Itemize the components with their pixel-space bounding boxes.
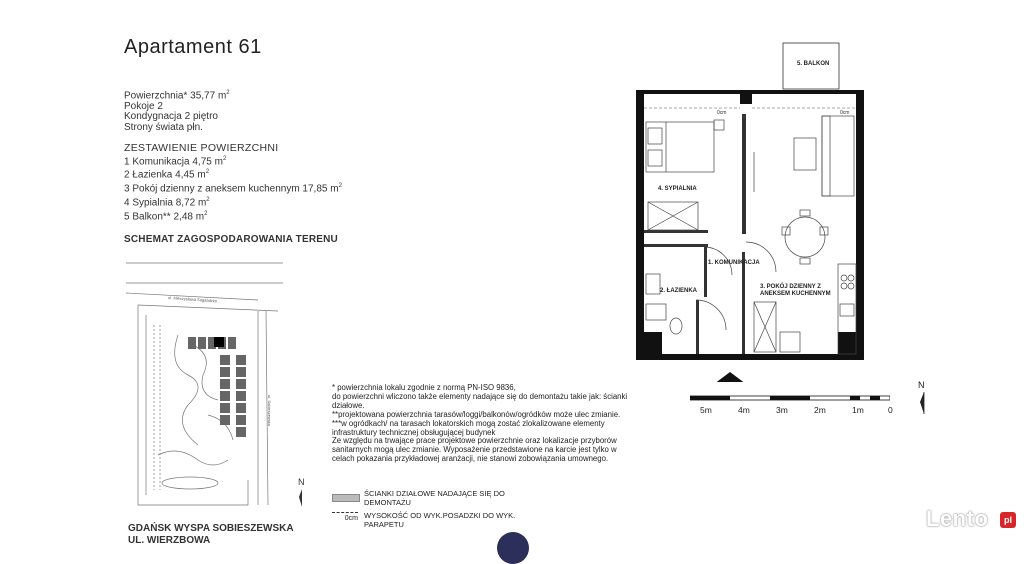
- floor-line: Kondygnacja 2 piętro: [124, 111, 218, 123]
- corridor-label: 1. KOMUNIKACJA: [708, 260, 760, 266]
- summary-item: 2 Łazienka 4,45 $m^2$: [124, 169, 210, 181]
- bathroom-label: 2. ŁAZIENKA: [660, 288, 698, 294]
- floor-plan: [630, 42, 870, 382]
- bedroom-label: 4. SYPIALNIA: [658, 186, 697, 192]
- footnotes: [332, 384, 632, 464]
- area-label: Powierzchnia* 35,77 m: [124, 90, 227, 102]
- site-street-label: UL. WIERZBOWA: [128, 535, 211, 546]
- street-label-1: ul. Mieczysława Sogaadzko: [167, 295, 218, 304]
- north-label: N: [918, 380, 925, 390]
- wall-bottom: [636, 354, 864, 360]
- apartment-title: Apartament 61: [124, 36, 262, 58]
- scale-bar: [690, 392, 890, 406]
- site-north-arrow-icon: [299, 489, 302, 507]
- parapet-legend-label: WYSOKOŚĆ OD WYK.POSADZKI DO WYK. PARAPETU: [364, 511, 516, 529]
- scale-label: 5m: [700, 405, 712, 415]
- note-line: * powierzchnia lokalu zgodnie z normą PN-ISO 9836,: [332, 383, 516, 392]
- rooms-line: Pokoje 2: [124, 100, 163, 112]
- wall-right: [856, 90, 864, 360]
- scale-label: 1m: [852, 405, 864, 415]
- site-location-label: GDAŃSK WYSPA SOBIESZEWSKA: [128, 523, 294, 534]
- site-plan-heading: SCHEMAT ZAGOSPODAROWANIA TERENU: [124, 234, 338, 245]
- living-label-2: ANEKSEM KUCHENNYM: [760, 291, 831, 297]
- scale-label: 0: [888, 405, 893, 415]
- summary-item: 1 Komunikacja 4,75 $m^2$: [124, 155, 227, 167]
- north-arrow-icon: [918, 392, 930, 416]
- entrance-arrow-icon: [714, 372, 746, 382]
- page-indicator-dot: [497, 532, 529, 564]
- living-label-1: 3. POKÓJ DZIENNY Z: [760, 284, 821, 290]
- note-line: **projektowana powierzchnia tarasów/loggi/balkonów/ogródków może ulec zmianie.: [332, 409, 621, 419]
- area-summary: [124, 143, 342, 223]
- walls-legend-swatch: [332, 494, 360, 502]
- scale-label: 2m: [814, 405, 826, 415]
- wall-left: [636, 90, 644, 360]
- scale-label: 3m: [776, 405, 788, 415]
- area-line: [124, 88, 230, 102]
- sill-label-1: 0cm: [717, 110, 727, 116]
- area-unit-sup: 2: [226, 90, 230, 96]
- orientation-line: Strony świata płn.: [124, 121, 203, 133]
- summary-heading: ZESTAWIENIE POWIERZCHNI: [124, 142, 279, 154]
- watermark-logo: Lento: [926, 506, 989, 531]
- sill-label-2: 0cm: [840, 110, 850, 116]
- balcony-label: 5. BALKON: [797, 61, 830, 67]
- scale-label: 4m: [738, 405, 750, 415]
- walls-legend-label: ŚCIANKI DZIAŁOWE NADAJĄCE SIĘ DO DEMONTAŻU: [364, 489, 505, 507]
- site-north-label: N: [298, 477, 305, 487]
- summary-item: 5 Balkon** 2,48 $m^2$: [124, 210, 208, 223]
- site-plan-map: [118, 255, 318, 525]
- note-line: ***w ogródkach/ na tarasach lokatorskich mogą zostać zlokalizowane elementy infrastruktury technicznej obsługującej budynek: [332, 418, 605, 437]
- street-label-2: ul. Sobieszewska: [267, 395, 272, 426]
- summary-item: 4 Sypialnia 8,72 $m^2$: [124, 196, 210, 209]
- watermark-badge: pl: [1000, 512, 1016, 528]
- note-line: do powierzchni wliczono także elementy nadające się do demontażu takie jak: ścianki działowe.: [332, 391, 628, 410]
- note-line: Ze względu na trwające prace projektowe powierzchnie oraz lokalizacje przyborów sanitarnych mogą ulec zmianie. Wyposażenie przedstawione na karcie jest tylko w celach pokazania przykładowej aranżacji, nie stanowi zobowiązania umownego.: [332, 436, 617, 464]
- apartment-info: [124, 88, 230, 133]
- summary-item: 3 Pokój dzienny z aneksem kuchennym 17,85 $m^2$: [124, 183, 342, 195]
- parapet-legend-marker: 0cm: [332, 512, 358, 522]
